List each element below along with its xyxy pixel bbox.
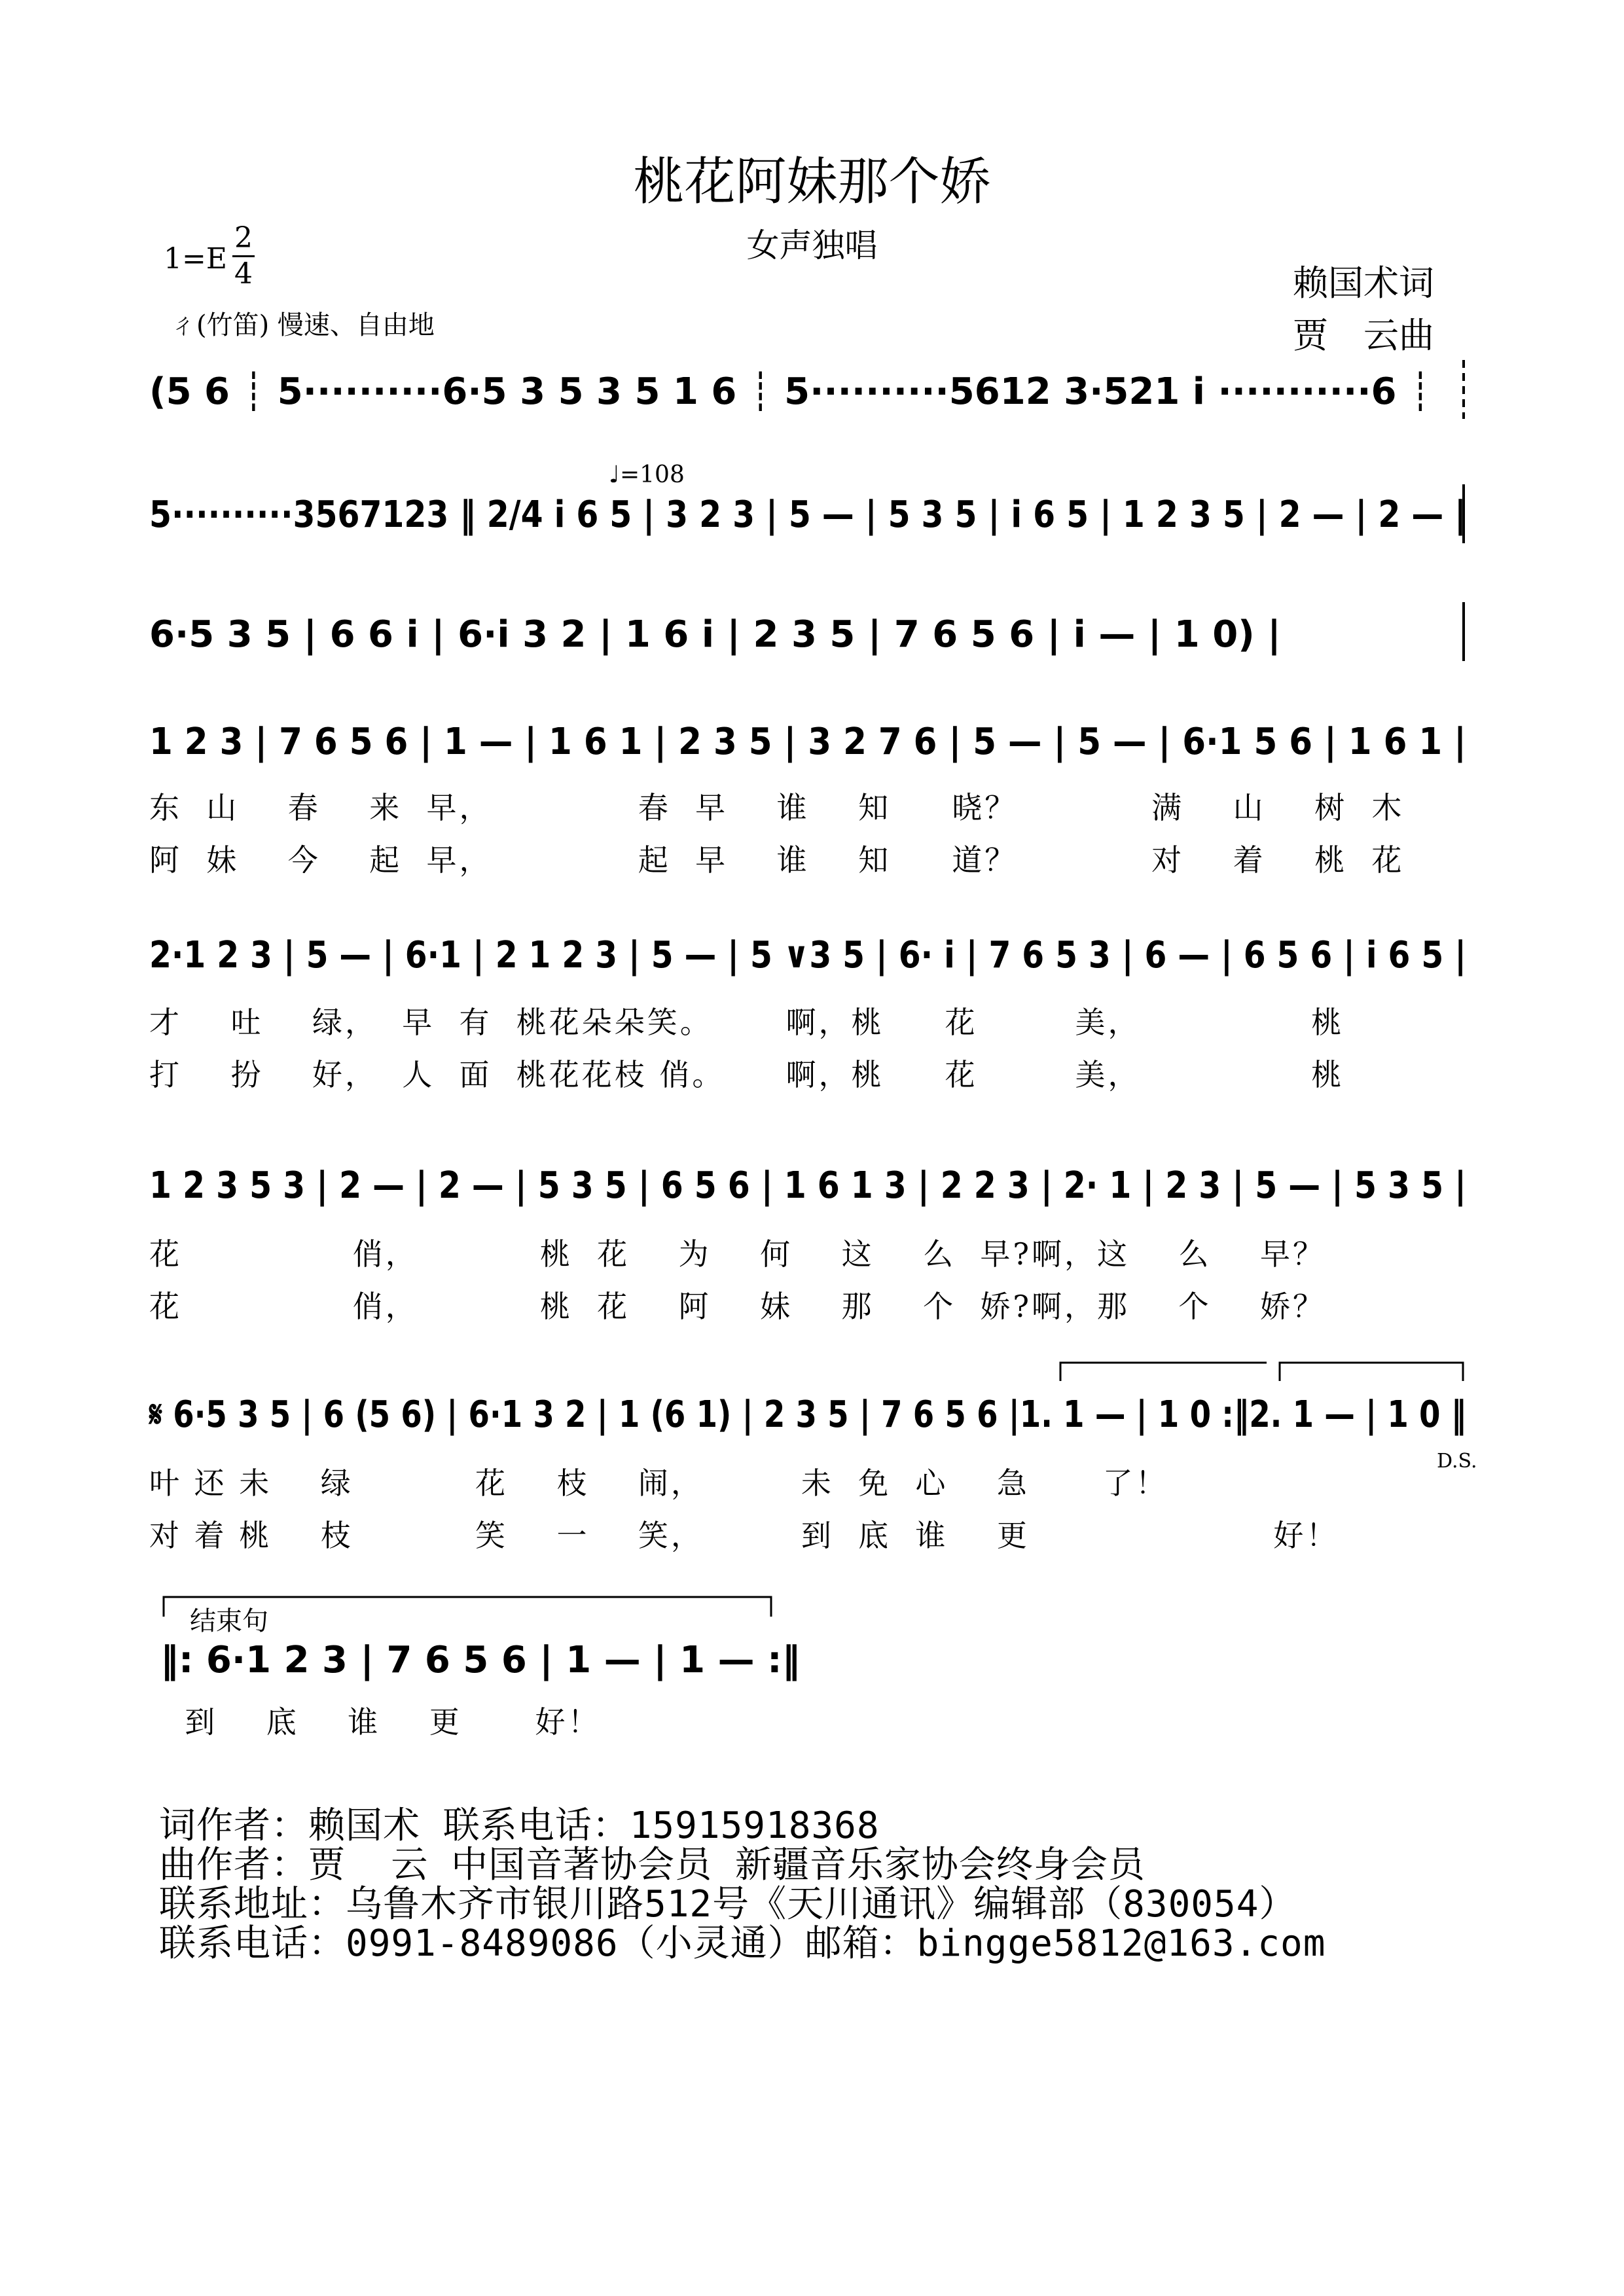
footer-line-3: 联系地址：乌鲁木齐市银川路512号《天川通讯》编辑部（830054） bbox=[159, 1883, 1297, 1926]
composer-credit: 贾 云曲 bbox=[1293, 315, 1434, 356]
notes-row-6: 1 2 3 5 3 | 2 — | 2 — | 5 3 5 | 6 5 6 | 1 6 1 3 | 2 2 3 | 2· 1 | 2 3 | 5 — | 5 3 5 | bbox=[149, 1164, 1466, 1207]
lyric-row-4-verse-2: 阿 妹 今 起 早， 起 早 谁 知 道？ 对 着 桃 花 bbox=[149, 842, 1405, 878]
instrument-note: ㄔ(竹笛) 慢速、自由地 bbox=[170, 310, 435, 340]
song-subtitle: 女声独唱 bbox=[746, 226, 878, 264]
notes-row-2: 5··········3567123 ‖ 2/4 i 6 5 | 3 2 3 | 5 — | 5 3 5 | i 6 5 | 1 2 3 5 | 2 — | 2 — | bbox=[149, 493, 1466, 536]
second-ending-bracket bbox=[1280, 1363, 1463, 1381]
footer-line-4: 联系电话：0991-8489086（小灵通）邮箱：bingge5812@163.com bbox=[159, 1922, 1326, 1965]
notes-row-8: ‖: 6·1 2 3 | 7 6 5 6 | 1 — | 1 — :‖ bbox=[160, 1639, 801, 1681]
dal-segno-mark: D.S. bbox=[1437, 1450, 1477, 1473]
meter-bottom: 4 bbox=[234, 257, 253, 291]
tempo-marking: ♩=108 bbox=[609, 461, 685, 488]
lyric-row-5-verse-2: 打 扮 好， 人 面 桃花花枝 俏。 啊，桃 花 美， 桃 bbox=[149, 1057, 1344, 1092]
footer-line-2: 曲作者：贾 云 中国音著协会员 新疆音乐家协会终身会员 bbox=[159, 1844, 1146, 1886]
notes-row-3: 6·5 3 5 | 6 6 i | 6·i 3 2 | 1 6 i | 2 3 5 | 7 6 5 6 | i — | 1 0) | bbox=[149, 613, 1281, 656]
footer-line-1: 词作者：赖国术 联系电话：15915918368 bbox=[159, 1804, 880, 1847]
first-ending-bracket bbox=[1060, 1363, 1267, 1381]
notes-row-5: 2·1 2 3 | 5 — | 6·1 | 2 1 2 3 | 5 — | 5 ∨3 5 | 6· i | 7 6 5 3 | 6 — | 6 5 6 | i 6 5 | bbox=[149, 934, 1466, 977]
lyric-row-4-verse-1: 东 山 春 来 早， 春 早 谁 知 晓？ 满 山 树 木 bbox=[149, 790, 1405, 825]
meter-top: 2 bbox=[234, 221, 253, 255]
lyric-row-5-verse-1: 才 吐 绿， 早 有 桃花朵朵笑。 啊，桃 花 美， 桃 bbox=[149, 1005, 1344, 1040]
song-title: 桃花阿妹那个娇 bbox=[633, 152, 991, 211]
lyric-row-6-verse-2: 花 俏， 桃 花 阿 妹 那 个 娇?啊，那 个 娇？ bbox=[149, 1289, 1326, 1324]
notes-row-7: 𝄋 6·5 3 5 | 6 (5 6) | 6·1 3 2 | 1 (6 1) | 2 3 5 | 7 6 5 6 |1. 1 — | 1 0 :‖2. 1 — | 1 0 ‖ bbox=[148, 1393, 1466, 1436]
lyricist-credit: 赖国术词 bbox=[1293, 262, 1434, 304]
notes-row-4: 1 2 3 | 7 6 5 6 | 1 — | 1 6 1 | 2 3 5 | 3 2 7 6 | 5 — | 5 — | 6·1 5 6 | 1 6 1 | bbox=[149, 721, 1466, 763]
lyric-row-8: 到 底 谁 更 好！ bbox=[160, 1704, 601, 1740]
key-signature: 1=E bbox=[164, 242, 227, 276]
lyric-row-7-verse-1: 叶 还 未 绿 花 枝 闹， 未 免 心 急 了！ bbox=[149, 1465, 1168, 1501]
coda-label: 结束句 bbox=[190, 1606, 268, 1636]
lyric-row-6-verse-1: 花 俏， 桃 花 为 何 这 么 早?啊，这 么 早？ bbox=[149, 1236, 1326, 1272]
notes-row-1: (5 6 ┊ 5··········6·5 3 5 3 5 1 6 ┊ 5··········5612 3·521 i ···········6 ┊ bbox=[149, 370, 1432, 413]
lyric-row-7-verse-2: 对 着 桃 枝 笑 一 笑， 到 底 谁 更 好！ bbox=[149, 1518, 1339, 1553]
